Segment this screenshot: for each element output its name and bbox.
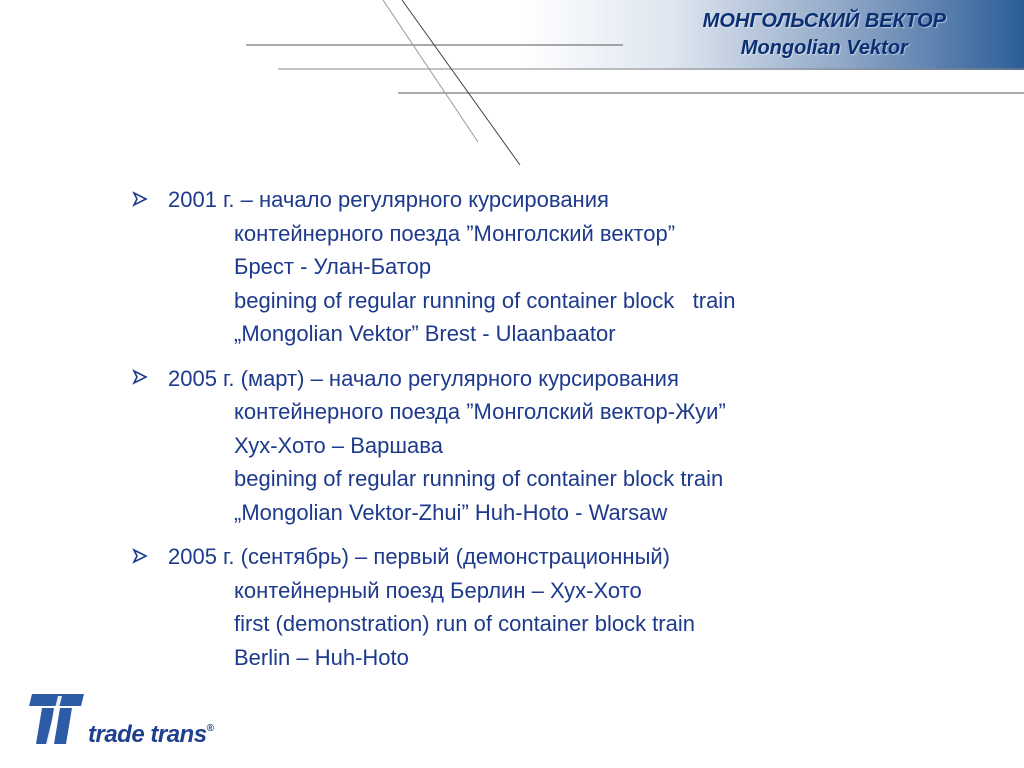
bullet-line: Хух-Хото – Варшава [234, 432, 443, 458]
trade-trans-logo-icon [28, 694, 88, 746]
registered-mark: ® [206, 723, 214, 734]
bullet-line: контейнерного поезда ”Монголский вектор-Жуи” [234, 399, 726, 424]
bullet-line: Брест - Улан-Батор [234, 254, 432, 279]
bullet-line: „Mongolian Vektor-Zhui” Huh-Hoto - Warsaw [234, 499, 668, 525]
brand-name [88, 721, 213, 749]
bullet-line: first (demonstration) run of container block train [234, 611, 695, 636]
arrow-bullet-icon [128, 362, 168, 530]
bullet-item [128, 540, 988, 674]
brand-text: trade trans [88, 721, 207, 748]
bullet-item [128, 362, 988, 530]
bullet-first-line: 2001 г. – начало регулярного курсирования [168, 187, 609, 212]
arrow-bullet-icon [128, 183, 168, 351]
slide-title [703, 8, 946, 62]
bullet-line: begining of regular running of container block train [234, 466, 724, 491]
bullet-line: Berlin – Huh-Hoto [234, 644, 409, 670]
arrow-bullet-icon [128, 540, 168, 674]
bullet-item [128, 183, 988, 351]
bullet-line: begining of regular running of container block train [234, 287, 736, 313]
bullet-first-line: 2005 г. (март) – начало регулярного курсирования [168, 365, 679, 391]
bullet-line: контейнерного поезда ”Монголский вектор” [234, 220, 676, 246]
bullet-line: контейнерный поезд Берлин – Хух-Хото [234, 577, 642, 603]
title-russian: МОНГОЛЬСКИЙ ВЕКТОР [702, 10, 946, 32]
title-english: Mongolian Vektor [740, 37, 908, 59]
bullet-line: „Mongolian Vektor” Brest - Ulaanbaator [234, 321, 616, 346]
bullet-list [128, 183, 988, 685]
bullet-first-line: 2005 г. (сентябрь) – первый (демонстрационный) [168, 544, 670, 569]
